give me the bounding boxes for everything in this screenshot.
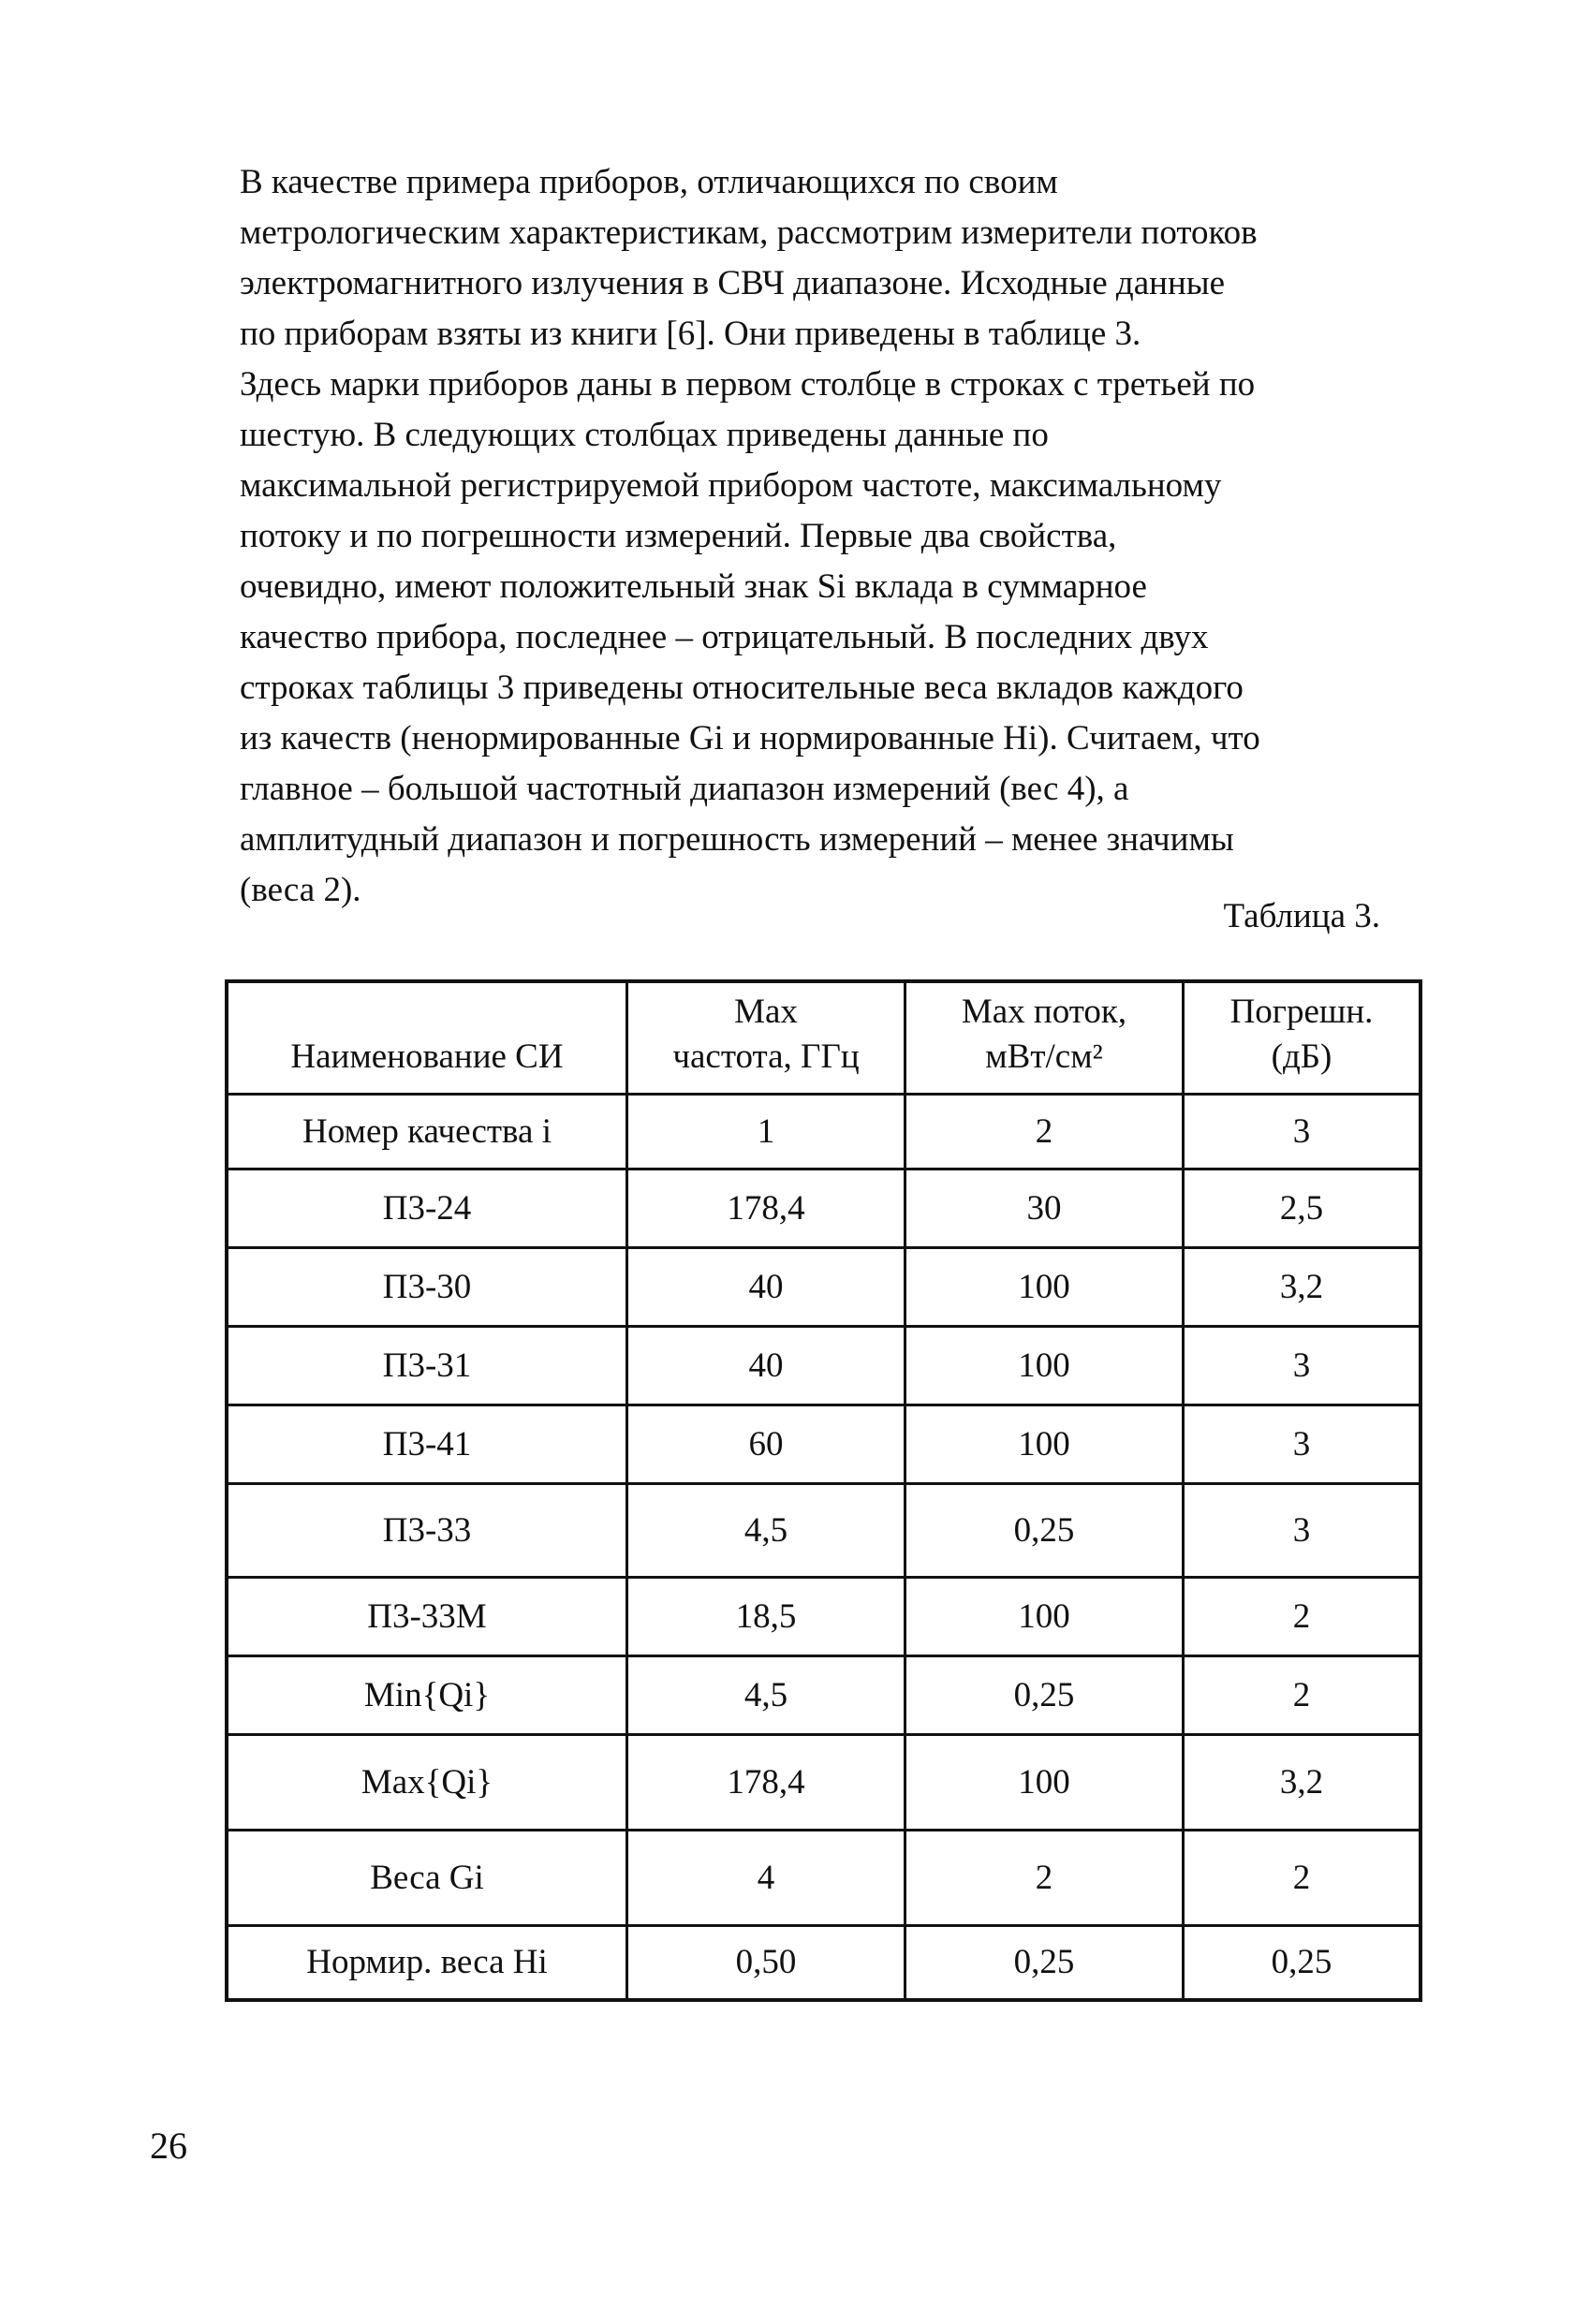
body-line: амплитудный диапазон и погрешность измерений – менее значимы [240,820,1234,859]
body-line: качество прибора, последнее – отрицательный. В последних двух [240,618,1209,656]
header-cell-flux [905,981,1184,1094]
table-row [227,1094,1420,1169]
table-cell: Max{Qi} [227,1734,627,1830]
table-cell: Нормир. веса Hi [227,1925,627,2000]
table-row [227,1247,1420,1326]
table-cell: 3 [1184,1326,1421,1405]
table-row [227,1925,1420,2000]
table-cell: 40 [627,1247,905,1326]
body-line: максимальной регистрируемой прибором частоте, максимальному [240,466,1222,505]
body-line: шестую. В следующих столбцах приведены данные по [240,416,1049,454]
table-cell: 40 [627,1326,905,1405]
body-paragraph [240,157,1382,916]
table-row [227,1483,1420,1577]
table-cell: 100 [905,1577,1184,1655]
header-cell-frequency [627,981,905,1094]
table-cell: П3-41 [227,1405,627,1483]
table-row [227,1326,1420,1405]
table-cell: 30 [905,1169,1184,1247]
table-caption: Таблица 3. [1223,897,1380,935]
table-cell: 0,50 [627,1925,905,2000]
table-cell: 0,25 [905,1925,1184,2000]
table-cell: 0,25 [905,1655,1184,1734]
table-cell: П3-31 [227,1326,627,1405]
header-cell-error [1184,981,1421,1094]
body-line: электромагнитного излучения в СВЧ диапазоне. Исходные данные [240,264,1226,302]
body-line: из качеств (ненормированные Gi и нормированные Hi). Считаем, что [240,719,1260,758]
table-cell: 100 [905,1734,1184,1830]
table-cell: 4 [627,1830,905,1925]
table-cell: П3-24 [227,1169,627,1247]
header-line: Погрешн. [1229,992,1374,1031]
table-cell: 2 [1184,1830,1421,1925]
table-cell: 178,4 [627,1734,905,1830]
table-cell: 2 [905,1830,1184,1925]
table-cell: 4,5 [627,1655,905,1734]
body-line: главное – большой частотный диапазон измерений (вес 4), а [240,770,1129,808]
table-cell: 3 [1184,1483,1421,1577]
table-cell: 60 [627,1405,905,1483]
table-cell: 100 [905,1326,1184,1405]
table-cell: 0,25 [905,1483,1184,1577]
table-row [227,1655,1420,1734]
table-row [227,1169,1420,1247]
table-row [227,1734,1420,1830]
table-cell: Номер качества i [227,1094,627,1169]
table-row [227,1830,1420,1925]
table-cell: П3-33М [227,1577,627,1655]
body-line: потоку и по погрешности измерений. Первые два свойства, [240,517,1117,555]
table-cell: 3 [1184,1405,1421,1483]
header-line: Max поток, [961,992,1127,1031]
header-line: мВт/см² [985,1037,1103,1076]
table-cell: 3,2 [1184,1247,1421,1326]
table-row [227,1577,1420,1655]
header-cell-name [227,981,627,1094]
page-number: 26 [150,2125,187,2167]
table-cell: 2 [905,1094,1184,1169]
table-cell: 2 [1184,1577,1421,1655]
table-header-row [227,981,1420,1094]
body-line: очевидно, имеют положительный знак Si вклада в суммарное [240,567,1147,606]
table-cell: 178,4 [627,1169,905,1247]
body-line: по приборам взяты из книги [6]. Они приведены в таблице 3. [240,315,1141,353]
table-cell: 100 [905,1405,1184,1483]
table-cell: 3,2 [1184,1734,1421,1830]
table-cell: 1 [627,1094,905,1169]
header-line: Max [734,992,798,1031]
table-cell: 0,25 [1184,1925,1421,2000]
header-line: (дБ) [1271,1037,1332,1076]
body-line: (веса 2). [240,871,361,909]
table-cell: Min{Qi} [227,1655,627,1734]
table-cell: П3-33 [227,1483,627,1577]
table-cell: Веса Gi [227,1830,627,1925]
header-line: Наименование СИ [290,1037,564,1076]
header-line: частота, ГГц [672,1037,860,1076]
body-line: строках таблицы 3 приведены относительные веса вкладов каждого [240,669,1244,707]
table-cell: 2,5 [1184,1169,1421,1247]
table-cell: 2 [1184,1655,1421,1734]
table-cell: 100 [905,1247,1184,1326]
body-line: В качестве примера приборов, отличающихся по своим [240,163,1058,201]
table-cell: 4,5 [627,1483,905,1577]
table-row [227,1405,1420,1483]
table-cell: 18,5 [627,1577,905,1655]
body-line: метрологическим характеристикам, рассмотрим измерители потоков [240,213,1258,252]
instruments-table [225,979,1422,2002]
table-cell: П3-30 [227,1247,627,1326]
table-cell: 3 [1184,1094,1421,1169]
body-line: Здесь марки приборов даны в первом столбце в строках с третьей по [240,365,1256,404]
